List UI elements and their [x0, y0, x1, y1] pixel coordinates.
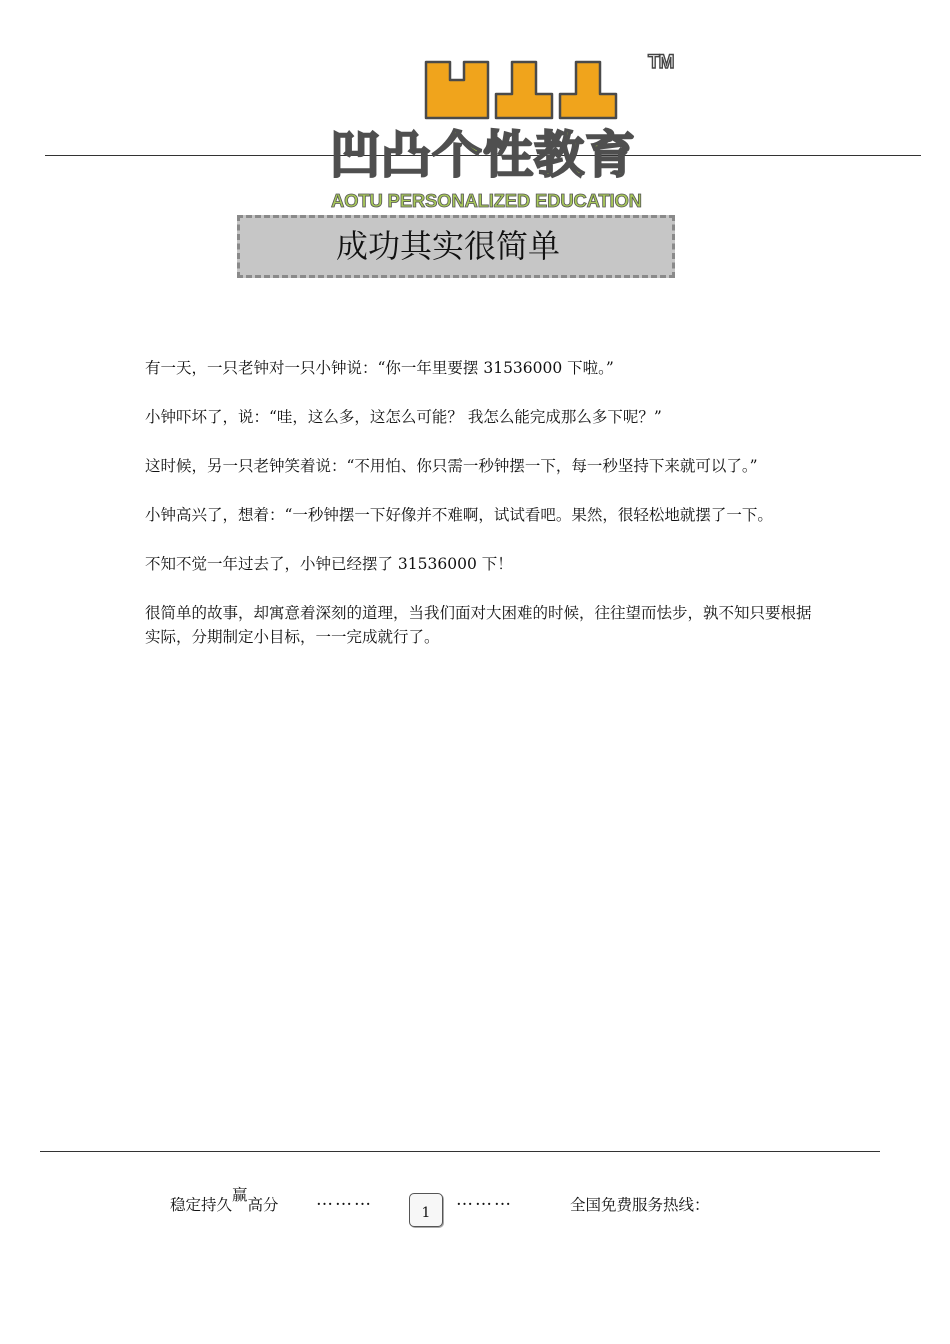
paragraph: 很简单的故事，却寓意着深刻的道理，当我们面对大困难的时候，往往望而怯步，孰不知只要根据实际，分期制定小目标，一一完成就行了。 [145, 604, 812, 646]
footer-slogan [170, 1186, 279, 1215]
slogan-raised-char: 赢 [232, 1186, 248, 1204]
footer-dots-left: ……… [316, 1190, 373, 1210]
page-number: 1 [409, 1193, 443, 1227]
footer-rule [40, 1151, 880, 1152]
hotline-label: 全国免费服务热线： [570, 1196, 710, 1214]
slogan-part1: 稳定持久 [170, 1196, 233, 1214]
paragraph: 不知不觉一年过去了，小钟已经摆了 31536000 下！ [145, 555, 513, 573]
logo-mark-icon [422, 56, 632, 122]
page-title: 成功其实很简单 [336, 227, 561, 265]
logo-english-name: AOTU PERSONALIZED EDUCATION [331, 190, 642, 211]
paragraph: 有一天，一只老钟对一只小钟说：“你一年里要摆 31536000 下啦。” [145, 359, 614, 377]
paragraph: 小钟吓坏了，说：“哇，这么多，这怎么可能？ 我怎么能完成那么多下呢？” [145, 408, 662, 426]
paragraph: 这时候，另一只老钟笑着说：“不用怕、你只需一秒钟摆一下，每一秒坚持下来就可以了。” [145, 457, 758, 475]
logo-chinese-name: 凹凸个性教育 [330, 126, 636, 184]
title-box [237, 215, 675, 278]
aotu-logo [330, 52, 730, 212]
story-body [145, 356, 825, 674]
slogan-part2: 高分 [247, 1196, 279, 1214]
paragraph: 小钟高兴了，想着：“一秒钟摆一下好像并不难啊，试试看吧。果然，很轻松地就摆了一下。 [145, 506, 773, 524]
footer-dots-right: ……… [456, 1190, 513, 1210]
trademark-mark: TM [648, 52, 674, 73]
